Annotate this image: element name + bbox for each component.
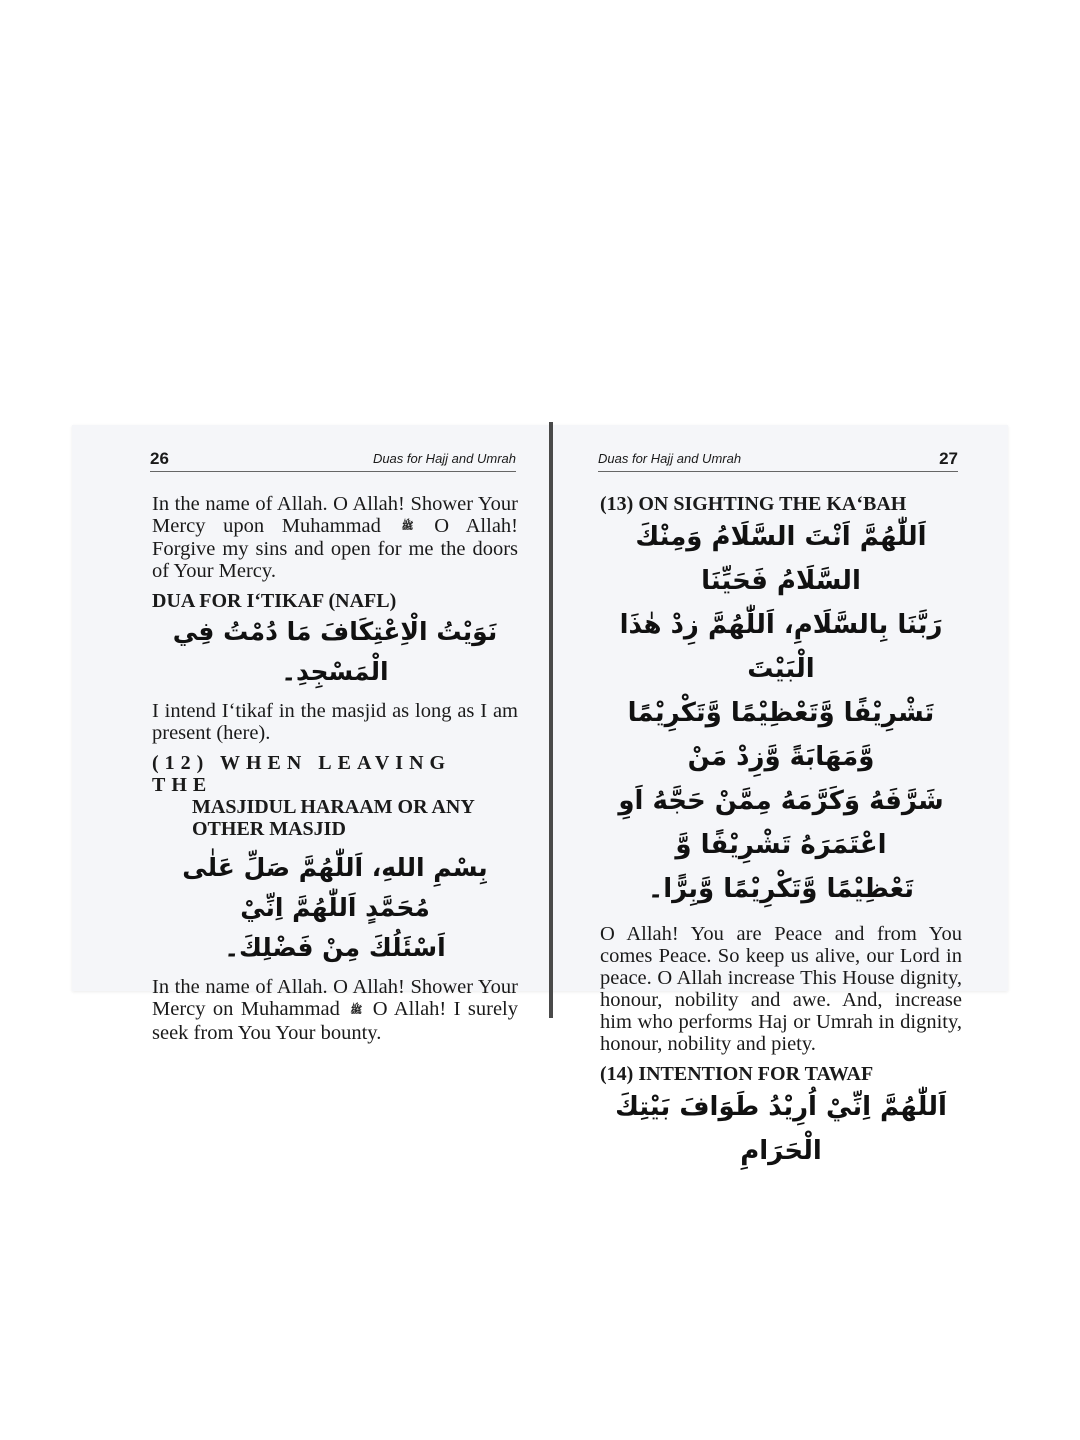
- arabic-13-line2: رَبَّنَا بِالسَّلَامِ، اَللّٰهُمَّ زِدْ هٰذَا الْبَيْتَ: [619, 610, 943, 684]
- book-gutter: [549, 422, 553, 1018]
- translation-12: [152, 976, 518, 1043]
- arabic-14: اَللّٰهُمَّ اِنِّيْ اُرِيْدُ طَوَافَ بَيْتِكَ الْحَرَامِ: [615, 1092, 947, 1166]
- translation-12-end: O Allah! I surely seek from You Your bounty.: [152, 998, 518, 1044]
- heading-itikaf: DUA FOR I‘TIKAF (NAFL): [152, 590, 397, 613]
- heading-12-line2: MASJIDUL HARAAM OR ANY: [192, 796, 475, 819]
- opening-paragraph-start: In the name of Allah. O Allah! Shower Your Mercy upon Muhammad: [152, 493, 518, 537]
- arabic-13-line4: شَرَّفَهُ وَكَرَّمَهُ مِمَّنْ حَجَّهُ اَوِ اعْتَمَرَهُ تَشْرِيْفًا وَّ: [618, 786, 944, 860]
- opening-paragraph-end: O Allah! Forgive my sins and open for me the doors of Your Mercy.: [152, 515, 518, 583]
- heading-12-line1: (12) WHEN LEAVING THE: [152, 752, 452, 797]
- heading-12: [152, 752, 518, 840]
- left-page: [72, 425, 546, 1044]
- running-title-right: Duas for Hajj and Umrah: [598, 451, 742, 466]
- left-body: [152, 493, 518, 1044]
- translation-13: O Allah! You are Peace and from You comes Peace. So keep us alive, our Lord in peace. O Allah increase This House dignity, honour, nobility and awe. And, increase him who performs Haj or Umrah in dignity, honour, nobility and piety.: [600, 923, 962, 1055]
- right-body: [600, 493, 962, 1173]
- salutation-symbol: ﷺ: [401, 521, 414, 533]
- page-number-left: 26: [150, 449, 169, 468]
- arabic-13-line5: تَعْظِيْمًا وَّتَكْرِيْمًا وَّبِرًّا۔: [647, 874, 915, 904]
- page-number-right: 27: [939, 449, 958, 468]
- arabic-13-line1: اَللّٰهُمَّ اَنْتَ السَّلَامُ وَمِنْكَ السَّلَامُ فَحَيِّنَا: [635, 522, 927, 596]
- arabic-12-line1: بِسْمِ اللهِ، اَللّٰهُمَّ صَلِّ عَلٰى مُحَمَّدٍ اَللّٰهُمَّ اِنِّيْ: [182, 853, 488, 923]
- left-running-head: [150, 447, 516, 472]
- right-running-head: [598, 447, 958, 472]
- opening-paragraph: [152, 493, 518, 582]
- heading-14: (14) INTENTION FOR TAWAF: [600, 1063, 874, 1085]
- right-page: [552, 425, 1008, 1166]
- salutation-symbol: ﷺ: [350, 1004, 363, 1016]
- arabic-12-line2: اَسْئَلُكَ مِنْ فَضْلِكَ۔: [224, 933, 446, 963]
- book-spread: [72, 425, 1008, 1166]
- running-title-left: Duas for Hajj and Umrah: [372, 451, 516, 466]
- arabic-13-line3: تَشْرِيْفًا وَّتَعْظِيْمًا وَّتَكْرِيْمًا وَّمَهَابَةً وَّزِدْ مَنْ: [627, 698, 935, 772]
- heading-12-line3: OTHER MASJID: [192, 818, 346, 841]
- heading-13: (13) ON SIGHTING THE KA‘BAH: [600, 493, 907, 515]
- translation-itikaf: I intend I‘tikaf in the masjid as long as I am present (here).: [152, 700, 518, 745]
- translation-12-start: In the name of Allah. O Allah! Shower Your Mercy on Muhammad: [152, 976, 518, 1021]
- arabic-itikaf: نَوَيْتُ الْاِعْتِكَافَ مَا دُمْتُ فِي الْمَسْجِدِ۔: [172, 617, 498, 687]
